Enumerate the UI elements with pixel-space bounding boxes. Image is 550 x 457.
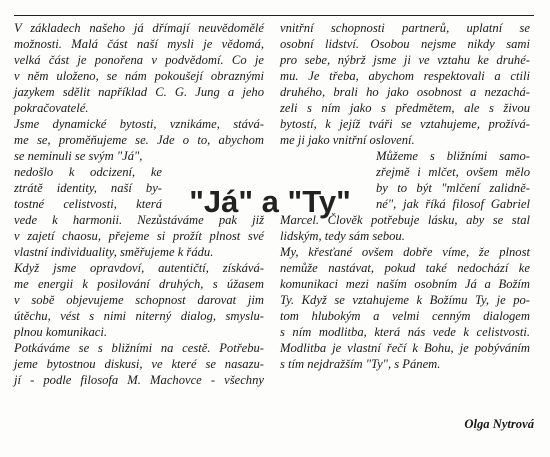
text-line: nemůže nastávat, pokud také nedochází ke	[280, 261, 530, 275]
text-line: pokračovatelé.	[14, 101, 89, 115]
text-line: né", jak říká filosof Gabriel	[376, 197, 530, 211]
text-line: mu. Je třeba, abychom respektovali a ctili	[280, 69, 530, 83]
text-line: jí - podle filosofa M. Machovce - všechny	[14, 373, 264, 387]
text-line: se neminuli se svým "Já",	[14, 149, 143, 163]
text-line: pro sebe, nýbrž jsme ji ve vztahu ke druhé-	[280, 53, 530, 67]
text-line: lidským, tedy sám sebou.	[280, 229, 405, 243]
text-line: me energii k posilování druhých, s úžasem	[14, 277, 264, 291]
text-line: tom hlubokým a velmi cenným dialogem	[280, 309, 530, 323]
author-signature: Olga Nytrová	[464, 417, 534, 431]
text-line: s ním modlitba, která nás vede k celistvosti.	[280, 325, 530, 339]
text-line: v sobě objevujeme schopnost darovat jim	[14, 293, 264, 307]
top-rule	[14, 15, 534, 16]
text-line: osobní lidství. Osobou nejsme nikdy sami	[280, 37, 530, 51]
text-line: vlastní individuality, směřujeme k řádu.	[14, 245, 214, 259]
text-line: bytostí, k jejíž tváři se vztahujeme, prožívá-	[280, 117, 530, 131]
text-line: My, křesťané ovšem dobře víme, že plnost	[280, 245, 530, 259]
text-line: zeli s ním jako s předmětem, ale s živou	[280, 101, 530, 115]
text-line: Ty. Když se vztahujeme k Božímu Ty, je po-	[280, 293, 530, 307]
text-line: ztrátě identity, naší by-	[14, 181, 162, 195]
text-line: komunikaci mezi naším osobním Já a Božím	[280, 277, 530, 291]
text-line: me ji jako vnitřní oslovení.	[280, 133, 415, 147]
text-line: v něm uloženo, se nám pokoušejí obraznými	[14, 69, 264, 83]
text-line: velká část je ponořena v podvědomí. Co je	[14, 53, 264, 67]
text-line: nedošlo k odcizení, ke	[14, 165, 162, 179]
text-line: možnosti. Malá část naší mysli je vědomá,	[14, 37, 264, 51]
text-line: Modlitba je vlastní řečí k Bohu, je pobýváním	[280, 341, 530, 355]
text-line: me se, proměňujeme se. Jde o to, abychom	[14, 133, 264, 147]
article-title: "Já" a "Ty"	[189, 184, 351, 219]
text-line: útěchu, vést s nimi niterný dialog, smyslu-	[14, 309, 264, 323]
text-line: tostné celistvosti, která	[14, 197, 162, 211]
text-line: s tím nejdražším "Ty", s Pánem.	[280, 357, 441, 371]
text-line: jazykem sdělit například C. G. Jung a jeho	[14, 85, 264, 99]
text-line: Když jsme opravdoví, autentičtí, získává-	[14, 261, 264, 275]
text-line: jeme bytostnou diskusi, ve které se nasazu-	[14, 357, 264, 371]
text-line: by to být "mlčení zalidně-	[376, 181, 530, 195]
text-line: Potkáváme se s bližními na cestě. Potřebu-	[14, 341, 264, 355]
text-line: V základech našeho já dřímají neuvědomělé	[14, 21, 264, 35]
text-line: druhého, brali ho jako osobnost a nezachá-	[280, 85, 530, 99]
text-line: Marcel. Člověk potřebuje lásku, aby se stal	[280, 213, 530, 227]
text-line: zřejmě i mlčet, ovšem mělo	[376, 165, 530, 179]
text-line: vnitřní schopnosti partnerů, uplatní se	[280, 21, 530, 35]
text-line: Jsme dynamické bytosti, vznikáme, stává-	[14, 117, 264, 131]
text-line: plnou komunikaci.	[14, 325, 108, 339]
right-column	[280, 20, 530, 372]
text-line: vede k harmonii. Nezůstáváme pak již	[14, 213, 264, 227]
text-line: Můžeme s bližními samo-	[376, 149, 530, 163]
text-line: v zajetí chaosu, přejeme si prožít plnost své	[14, 229, 264, 243]
